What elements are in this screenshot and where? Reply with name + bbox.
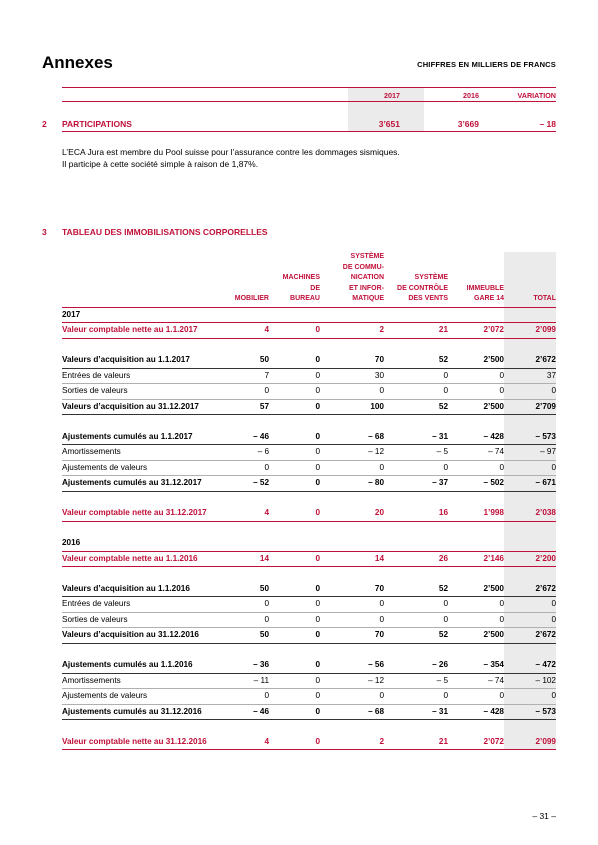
table-row — [62, 460, 556, 476]
total-cell — [504, 521, 556, 536]
value-cell: 0 — [384, 612, 448, 628]
value-cell: 0 — [384, 368, 448, 384]
value-cell — [269, 567, 320, 582]
total-cell: – 102 — [504, 673, 556, 689]
value-cell — [320, 415, 384, 430]
spacer-row — [62, 567, 556, 582]
value-cell: 0 — [224, 597, 269, 613]
value-cell: – 56 — [320, 658, 384, 673]
total-cell: – 97 — [504, 445, 556, 461]
value-cell — [224, 491, 269, 506]
value-cell: – 5 — [384, 445, 448, 461]
section2-value-2017: 3’651 — [378, 119, 400, 129]
value-cell: 0 — [269, 735, 320, 750]
value-cell: 0 — [269, 399, 320, 415]
col-header — [448, 252, 504, 307]
table-header-row — [62, 252, 556, 307]
row-label: Ajustements cumulés au 1.1.2017 — [62, 430, 224, 445]
year-heading-row — [62, 307, 556, 323]
col-header-line: BUREAU — [290, 295, 320, 302]
value-cell: – 12 — [320, 673, 384, 689]
value-cell: 0 — [448, 689, 504, 705]
total-cell: 2’099 — [504, 323, 556, 339]
value-cell: 2’072 — [448, 735, 504, 750]
value-cell: – 74 — [448, 673, 504, 689]
row-label: Sorties de valeurs — [62, 612, 224, 628]
value-cell: 2 — [320, 323, 384, 339]
value-cell: 0 — [269, 476, 320, 492]
value-cell: 2’072 — [448, 323, 504, 339]
value-cell: 52 — [384, 353, 448, 368]
row-label: Valeur comptable nette au 1.1.2017 — [62, 323, 224, 339]
value-cell: 0 — [224, 384, 269, 400]
value-cell: 52 — [384, 582, 448, 597]
value-cell: 0 — [269, 430, 320, 445]
value-cell: 70 — [320, 582, 384, 597]
value-cell: – 46 — [224, 430, 269, 445]
value-cell — [448, 307, 504, 323]
table-row — [62, 384, 556, 400]
value-cell: 16 — [384, 506, 448, 521]
value-cell — [448, 720, 504, 735]
col-header — [320, 252, 384, 307]
total-cell: – 472 — [504, 658, 556, 673]
section2-value-2016: 3’669 — [457, 119, 479, 129]
row-label: Ajustements cumulés au 31.12.2016 — [62, 704, 224, 720]
value-cell — [269, 307, 320, 323]
row-label: Entrées de valeurs — [62, 368, 224, 384]
value-cell: – 26 — [384, 658, 448, 673]
row-label: 2016 — [62, 536, 224, 551]
value-cell — [224, 307, 269, 323]
value-cell — [384, 567, 448, 582]
total-cell: 2’672 — [504, 628, 556, 644]
value-cell — [269, 643, 320, 658]
spacer-row — [62, 491, 556, 506]
total-cell: – 573 — [504, 430, 556, 445]
value-cell — [320, 643, 384, 658]
value-cell: – 428 — [448, 430, 504, 445]
value-cell: 7 — [224, 368, 269, 384]
value-cell: 14 — [224, 551, 269, 567]
value-cell: 0 — [269, 628, 320, 644]
value-cell: 0 — [224, 612, 269, 628]
table-row — [62, 735, 556, 750]
value-cell: – 46 — [224, 704, 269, 720]
value-cell: 0 — [320, 597, 384, 613]
value-cell: 0 — [448, 597, 504, 613]
section2-col-variation: VARIATION — [517, 91, 556, 100]
value-cell: 0 — [269, 506, 320, 521]
value-cell: 30 — [320, 368, 384, 384]
table-row — [62, 673, 556, 689]
value-cell: 0 — [269, 582, 320, 597]
value-cell — [224, 567, 269, 582]
value-cell: 0 — [269, 323, 320, 339]
value-cell: 70 — [320, 353, 384, 368]
col-header-line: DES VENTS — [408, 295, 448, 302]
total-cell: 2’200 — [504, 551, 556, 567]
section2-paragraph — [62, 147, 400, 170]
row-label — [62, 338, 224, 353]
table-row — [62, 689, 556, 705]
value-cell: 50 — [224, 628, 269, 644]
row-label: Amortissements — [62, 673, 224, 689]
value-cell — [384, 521, 448, 536]
col-header — [224, 252, 269, 307]
value-cell: 50 — [224, 582, 269, 597]
section2-col-2017: 2017 — [384, 91, 400, 100]
value-cell: 0 — [269, 689, 320, 705]
value-cell: 0 — [224, 460, 269, 476]
value-cell: 52 — [384, 399, 448, 415]
row-label — [62, 491, 224, 506]
value-cell: 0 — [269, 368, 320, 384]
value-cell — [384, 643, 448, 658]
value-cell: – 36 — [224, 658, 269, 673]
value-cell: 2 — [320, 735, 384, 750]
value-cell: 2’500 — [448, 353, 504, 368]
value-cell: – 11 — [224, 673, 269, 689]
col-header — [504, 252, 556, 307]
value-cell: 0 — [320, 612, 384, 628]
value-cell — [224, 521, 269, 536]
total-cell: 0 — [504, 597, 556, 613]
value-cell: 4 — [224, 506, 269, 521]
value-cell: – 74 — [448, 445, 504, 461]
value-cell: 21 — [384, 735, 448, 750]
row-label: Entrées de valeurs — [62, 597, 224, 613]
value-cell: 0 — [269, 612, 320, 628]
section2-text-line1: L’ECA Jura est membre du Pool suisse pour l’assurance contre les dommages sismiques. — [62, 147, 400, 157]
value-cell: 0 — [269, 704, 320, 720]
total-cell: 0 — [504, 612, 556, 628]
value-cell: 52 — [384, 628, 448, 644]
row-label: Valeur comptable nette au 31.12.2017 — [62, 506, 224, 521]
value-cell — [320, 720, 384, 735]
table-header-label — [62, 252, 224, 307]
value-cell: 0 — [320, 460, 384, 476]
section3-title: TABLEAU DES IMMOBILISATIONS CORPORELLES — [62, 227, 268, 237]
value-cell — [384, 338, 448, 353]
row-label: Valeurs d’acquisition au 31.12.2017 — [62, 399, 224, 415]
value-cell: – 68 — [320, 704, 384, 720]
value-cell: 0 — [269, 551, 320, 567]
spacer-row — [62, 415, 556, 430]
section2-value-variation: – 18 — [539, 119, 556, 129]
value-cell — [448, 338, 504, 353]
value-cell — [448, 536, 504, 551]
value-cell: – 68 — [320, 430, 384, 445]
value-cell — [269, 338, 320, 353]
value-cell: – 5 — [384, 673, 448, 689]
value-cell — [269, 415, 320, 430]
value-cell: – 52 — [224, 476, 269, 492]
col-header-line: TOTAL — [533, 295, 556, 302]
value-cell: 0 — [269, 353, 320, 368]
page-number: – 31 – — [532, 811, 556, 821]
value-cell: 2’146 — [448, 551, 504, 567]
value-cell: – 31 — [384, 704, 448, 720]
value-cell: 0 — [448, 460, 504, 476]
table-row — [62, 612, 556, 628]
total-cell: 0 — [504, 460, 556, 476]
total-cell: 0 — [504, 384, 556, 400]
value-cell: 2’500 — [448, 582, 504, 597]
value-cell — [384, 307, 448, 323]
total-cell — [504, 307, 556, 323]
table-row — [62, 628, 556, 644]
total-cell: 2’672 — [504, 353, 556, 368]
total-cell: 37 — [504, 368, 556, 384]
col-header-line: NICATION — [350, 274, 384, 281]
value-cell — [224, 643, 269, 658]
row-label: Valeurs d’acquisition au 1.1.2016 — [62, 582, 224, 597]
table-row — [62, 551, 556, 567]
section2-number: 2 — [42, 119, 47, 129]
value-cell — [448, 567, 504, 582]
section2-top-rule — [62, 87, 556, 88]
value-cell — [384, 536, 448, 551]
section2-text-line2: Il participe à cette société simple à raison de 1,87%. — [62, 158, 259, 169]
page-title: Annexes — [42, 53, 113, 72]
row-label: Valeur comptable nette au 1.1.2016 — [62, 551, 224, 567]
row-label: Ajustements cumulés au 31.12.2017 — [62, 476, 224, 492]
fixed-assets-table — [62, 252, 556, 750]
value-cell: 0 — [384, 460, 448, 476]
total-cell: 2’038 — [504, 506, 556, 521]
section2-header-rule — [62, 101, 556, 102]
value-cell: 0 — [448, 612, 504, 628]
value-cell: 0 — [269, 597, 320, 613]
total-cell — [504, 536, 556, 551]
value-cell: 2’500 — [448, 399, 504, 415]
value-cell — [269, 720, 320, 735]
row-label: Ajustements cumulés au 1.1.2016 — [62, 658, 224, 673]
value-cell: 0 — [384, 384, 448, 400]
value-cell — [384, 491, 448, 506]
row-label — [62, 521, 224, 536]
value-cell — [320, 491, 384, 506]
year-heading-row — [62, 536, 556, 551]
value-cell: 0 — [384, 597, 448, 613]
col-header-line: MACHINES — [282, 274, 320, 281]
table-row — [62, 368, 556, 384]
value-cell — [384, 720, 448, 735]
value-cell: – 354 — [448, 658, 504, 673]
total-cell — [504, 338, 556, 353]
total-cell — [504, 643, 556, 658]
value-cell — [320, 567, 384, 582]
section2-title: PARTICIPATIONS — [62, 119, 132, 129]
col-header-line: DE COMMU- — [342, 263, 384, 271]
value-cell — [224, 536, 269, 551]
table-row — [62, 704, 556, 720]
value-cell: 100 — [320, 399, 384, 415]
row-label: Valeurs d’acquisition au 1.1.2017 — [62, 353, 224, 368]
value-cell — [269, 521, 320, 536]
row-label — [62, 415, 224, 430]
value-cell: 0 — [269, 673, 320, 689]
col-header-line: MOBILIER — [234, 295, 269, 302]
value-cell: 2’500 — [448, 628, 504, 644]
value-cell — [224, 338, 269, 353]
value-cell — [320, 536, 384, 551]
value-cell: 26 — [384, 551, 448, 567]
table-row — [62, 582, 556, 597]
spacer-row — [62, 521, 556, 536]
value-cell: 0 — [269, 384, 320, 400]
value-cell — [224, 720, 269, 735]
value-cell — [320, 521, 384, 536]
row-label — [62, 720, 224, 735]
total-cell: – 573 — [504, 704, 556, 720]
table-row — [62, 430, 556, 445]
section2-bottom-rule — [62, 131, 556, 132]
total-cell: 2’672 — [504, 582, 556, 597]
value-cell — [320, 338, 384, 353]
total-cell: 2’099 — [504, 735, 556, 750]
row-label: Sorties de valeurs — [62, 384, 224, 400]
total-cell — [504, 720, 556, 735]
col-header-line: ET INFOR- — [349, 284, 384, 292]
value-cell — [448, 491, 504, 506]
table-row — [62, 323, 556, 339]
table-row — [62, 658, 556, 673]
value-cell: 21 — [384, 323, 448, 339]
value-cell: 50 — [224, 353, 269, 368]
row-label: 2017 — [62, 307, 224, 323]
table-row — [62, 476, 556, 492]
value-cell — [384, 415, 448, 430]
table-row — [62, 353, 556, 368]
row-label: Valeurs d’acquisition au 31.12.2016 — [62, 628, 224, 644]
value-cell: 1’998 — [448, 506, 504, 521]
value-cell: – 6 — [224, 445, 269, 461]
value-cell — [320, 307, 384, 323]
col-header-line: MATIQUE — [352, 295, 384, 302]
value-cell: 20 — [320, 506, 384, 521]
value-cell: 0 — [320, 689, 384, 705]
total-cell — [504, 567, 556, 582]
row-label: Ajustements de valeurs — [62, 689, 224, 705]
value-cell: 0 — [269, 658, 320, 673]
value-cell: 0 — [224, 689, 269, 705]
value-cell: 4 — [224, 323, 269, 339]
col-header-line: SYSTÈME — [350, 253, 384, 260]
row-label — [62, 567, 224, 582]
col-header — [384, 252, 448, 307]
total-cell — [504, 491, 556, 506]
table-body — [62, 307, 556, 750]
total-cell: – 671 — [504, 476, 556, 492]
row-label: Amortissements — [62, 445, 224, 461]
table-row — [62, 506, 556, 521]
section3-number: 3 — [42, 227, 47, 237]
value-cell — [269, 491, 320, 506]
table-row — [62, 399, 556, 415]
value-cell: 0 — [384, 689, 448, 705]
value-cell: – 31 — [384, 430, 448, 445]
value-cell: – 502 — [448, 476, 504, 492]
col-header-line: DE — [310, 284, 320, 292]
spacer-row — [62, 720, 556, 735]
value-cell — [224, 415, 269, 430]
value-cell — [448, 415, 504, 430]
value-cell: – 428 — [448, 704, 504, 720]
spacer-row — [62, 643, 556, 658]
section2-col-2016: 2016 — [463, 91, 479, 100]
value-cell: – 80 — [320, 476, 384, 492]
row-label: Ajustements de valeurs — [62, 460, 224, 476]
row-label — [62, 643, 224, 658]
value-cell: 0 — [448, 368, 504, 384]
table-row — [62, 597, 556, 613]
col-header-line: GARE 14 — [474, 295, 504, 302]
row-label: Valeur comptable nette au 31.12.2016 — [62, 735, 224, 750]
value-cell — [448, 521, 504, 536]
value-cell: 0 — [320, 384, 384, 400]
value-cell: 4 — [224, 735, 269, 750]
value-cell — [269, 536, 320, 551]
table-row — [62, 445, 556, 461]
col-header-line: IMMEUBLE — [466, 284, 504, 292]
value-cell: 0 — [448, 384, 504, 400]
spacer-row — [62, 338, 556, 353]
value-cell: – 12 — [320, 445, 384, 461]
col-header-line: DE CONTRÔLE — [397, 284, 448, 292]
value-cell: 0 — [269, 460, 320, 476]
value-cell: 70 — [320, 628, 384, 644]
unit-note: CHIFFRES EN MILLIERS DE FRANCS — [417, 60, 556, 69]
value-cell: 14 — [320, 551, 384, 567]
total-cell: 0 — [504, 689, 556, 705]
value-cell: 0 — [269, 445, 320, 461]
total-cell: 2’709 — [504, 399, 556, 415]
col-header-line: SYSTÈME — [414, 274, 448, 281]
value-cell — [448, 643, 504, 658]
col-header — [269, 252, 320, 307]
value-cell: – 37 — [384, 476, 448, 492]
total-cell — [504, 415, 556, 430]
value-cell: 57 — [224, 399, 269, 415]
